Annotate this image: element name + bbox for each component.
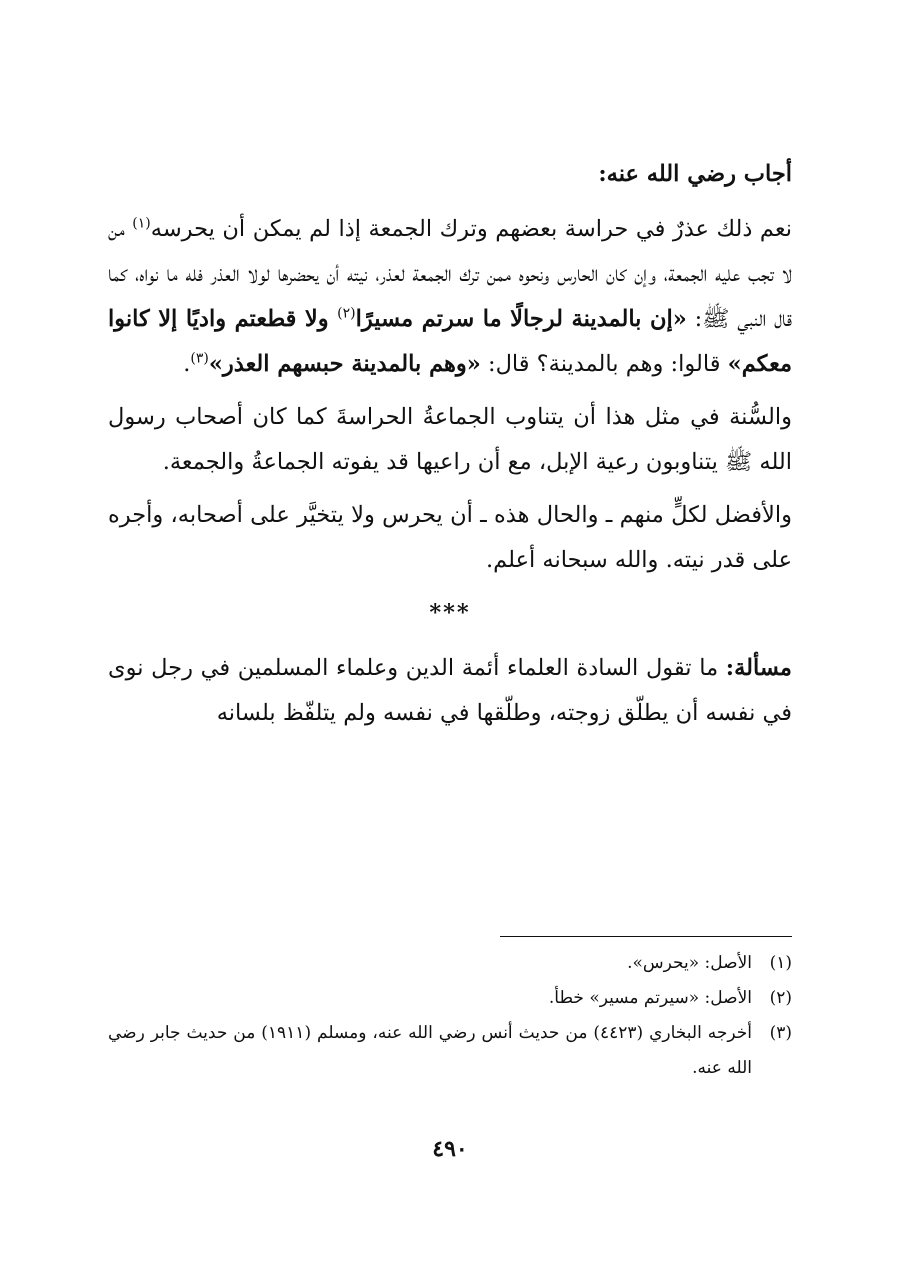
section-separator: *** [429, 600, 471, 626]
paragraph-question [108, 646, 792, 736]
answer-heading: أجاب رضي الله عنه: [598, 161, 792, 187]
footnote-ref-2: (٢) [337, 305, 356, 322]
question-label: مسألة: [725, 655, 792, 681]
main-text-block [108, 152, 792, 744]
footnote-number: (٢) [769, 988, 792, 1008]
footnote-text: الأصل: «سيرتم مسير» خطأ. [548, 988, 752, 1008]
footnote-text: أخرجه البخاري (٤٤٢٣) من حديث أنس رضي الله عنه، ومسلم (١٩١١) من حديث جابر رضي الله عنه. [108, 1023, 752, 1078]
footnote-3 [108, 1016, 792, 1086]
paragraph-sunnah: والسُّنة في مثل هذا أن يتناوب الجماعةُ الحراسةَ كما كان أصحاب رسول الله ﷺ يتناوبون رعية الإبل، مع أن راعيها قد يفوته الجماعةُ والجمعة. [108, 404, 792, 475]
footnotes-block [108, 946, 792, 1086]
footnote-1 [108, 946, 792, 981]
footnote-text: الأصل: «يحرس». [627, 953, 752, 973]
footnote-number: (١) [769, 953, 792, 973]
question-text: ما تقول السادة العلماء أئمة الدين وعلماء المسلمين في رجل نوى في نفسه أن يطلّق زوجته، وطلّقها في نفسه ولم يتلفّظ بلسانه [108, 655, 792, 726]
footnote-2 [108, 981, 792, 1016]
hadith-quote-2: «وهم بالمدينة حبسهم العذر» [208, 351, 481, 377]
paragraph-answer [108, 207, 792, 387]
answer-text-part3: قالوا: وهم بالمدينة؟ قال: [480, 351, 728, 377]
paragraph-virtue: والأفضل لكلٍّ منهم ـ والحال هذه ـ أن يحرس ولا يتخيَّر على أصحابه، وأجره على قدر نيته. والله سبحانه أعلم. [108, 502, 792, 573]
footnote-number: (٣) [769, 1023, 792, 1043]
footnote-ref-1: (١) [132, 215, 151, 232]
answer-text-part2: من لا تجب عليه الجمعة، وإن كان الحارس ونحوه ممن ترك الجمعة لعذر، نيته أن يحضرها لولا العذر فله ما نواه، كما قال النبي ﷺ: [108, 216, 792, 332]
answer-text-part1: نعم ذلك عذرٌ في حراسة بعضهم وترك الجمعة إذا لم يمكن أن يحرسه [150, 216, 793, 242]
answer-text-end: . [183, 351, 191, 377]
footnote-divider [500, 936, 792, 937]
hadith-quote-1: «إن بالمدينة لرجالًا ما سرتم مسيرًا [355, 306, 687, 332]
page-number: ٤٩٠ [432, 1136, 468, 1162]
hadith-quote-1-end: ولا قطعتم واديًا إلا كانوا معكم» [108, 306, 792, 377]
footnote-ref-3: (٣) [190, 350, 209, 367]
